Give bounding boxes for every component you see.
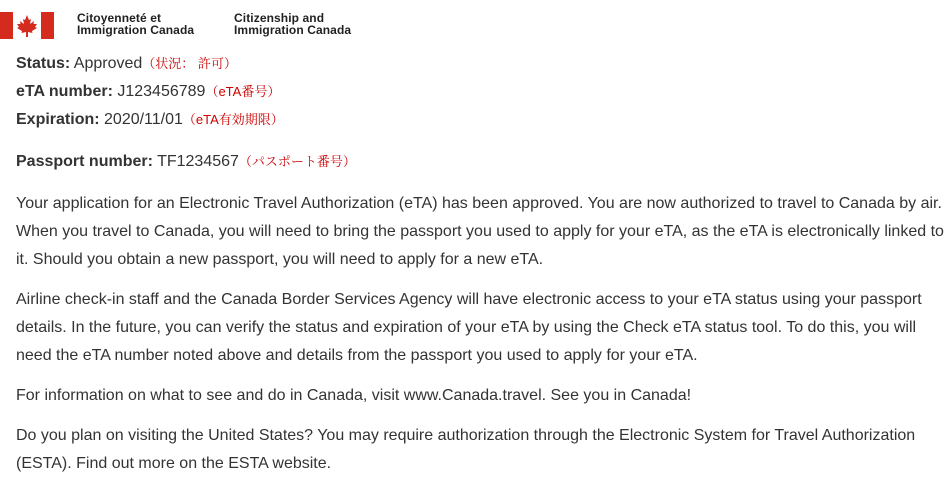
status-value: Approved [73,55,143,72]
passport-label: Passport number: [16,153,153,170]
canada-travel-paragraph: For information on what to see and do in Canada, visit www.Canada.travel. See you in Canada! [16,387,692,404]
eta-number-label: eTA number: [16,83,113,100]
header [0,6,952,40]
esta-paragraph: Do you plan on visiting the United States? You may require authorization through the Electronic System for Travel Authorization (ESTA). Find out more on the ESTA website. [16,427,916,472]
eta-number-note: （eTA番号） [205,84,281,99]
department-en-line2: Immigration Canada [234,23,352,37]
passport-row [16,148,946,176]
expiration-label: Expiration: [16,111,100,128]
canada-flag-icon [0,12,54,39]
status-row [16,50,946,78]
status-note: （状況： 許可） [142,56,237,71]
passport-value: TF1234567 [157,153,239,170]
border-access-paragraph: Airline check-in staff and the Canada Border Services Agency will have electronic access to your eTA status using your passport details. In the future, you can verify the status and expiration of your eTA by using the Check eTA status tool. To do this, you will need the eTA number noted above and details from the passport you used to apply for your eTA. [16,291,922,364]
status-label: Status: [16,55,71,72]
expiration-row [16,106,946,134]
department-fr-line2: Immigration Canada [77,23,195,37]
department-name-fr [77,12,194,36]
expiration-value: 2020/11/01 [104,111,183,128]
expiration-note: （eTA有効期限） [182,112,284,127]
department-fr-line1: Citoyenneté et [77,11,162,25]
department-en-line1: Citizenship and [234,11,325,25]
approval-paragraph: Your application for an Electronic Travel Authorization (eTA) has been approved. You are now authorized to travel to Canada by air. When you travel to Canada, you will need to bring the passport you used to apply for your eTA, as the eTA is electronically linked to it. Should you obtain a new passport, you will need to apply for a new eTA. [16,195,944,268]
passport-note: （パスポート番号） [238,154,356,169]
department-name-en [234,12,351,36]
main-content [16,50,946,478]
eta-number-value: J123456789 [117,83,206,100]
eta-number-row [16,78,946,106]
